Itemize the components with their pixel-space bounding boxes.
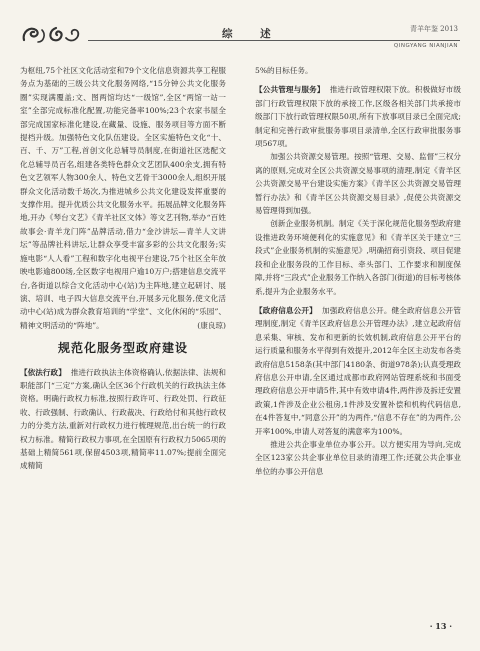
paragraph: 加强公共资源交易管理。按照“管理、交易、监督”三权分离的原则,完成对全区公共资源交易事项的清理,制定《青羊区公共资源交易平台建设实施方案》《青羊区公共资源交易管理暂行办法》和《青羊区公共资源交易目录》,促使公共资源交易管理得到加强。	[255, 152, 461, 216]
page-number: · 13 ·	[429, 621, 452, 631]
topic-tag: 【公共管理与服务】	[255, 85, 325, 95]
paragraph: 创新企业服务机制。制定《关于深化规范化服务型政府建设推进政务环境便利化的实施意见》和《青羊区关于建立“三段式”企业服务机制的实施意见》,明确招商引资段、项目促建段和企业服务段的工作目标、牵头部门、工作要求和制度保障,并将“三段式”企业服务工作纳入各部门(街道)的目标考核体系,提升为企业服务水平。	[255, 219, 461, 296]
yearbook-name: 青羊年鉴 2013	[409, 25, 458, 33]
page-header	[0, 0, 480, 52]
paragraph: 推进公共企事业单位办事公开。以方便实用为导向,完成全区123家公共企事业单位目录的清理工作;还就公共企事业单位的办事公开信息	[255, 439, 461, 476]
decorative-swirl-logo-icon	[20, 22, 86, 46]
yearbook-pinyin: QINGYANG NIANJIAN	[393, 43, 458, 49]
paragraph: 【政府信息公开】 加强政府信息公开。健全政府信息公开管理制度,制定《青羊区政府信息公开管理办法》,建立起政府信息采集、审核、发布和更新的长效机制,政府信息公开平台的运行质量和服务水平得到有效提升,2012年全区主动发布各类政府信息5158条(其中部门4180条、街道978条);认真受理政府信息公开申请,全区通过成都市政府网站管理系统和书面受理政府信息公开申请5件,其中有效申请4件,两件涉及拆迁安置政策,1件涉及企业公租房,1件涉及安置补偿和机构代码信息,在4件答复中,“同意公开”的为两件,“信息不存在”的为两件,公开率100%,申请人对答复的满意率为100%。	[255, 305, 462, 436]
topic-tag: 【政府信息公开】	[255, 305, 317, 315]
right-column	[255, 64, 461, 478]
topic-tag: 【依法行政】	[20, 367, 66, 377]
section-title: 规范化服务型政府建设	[57, 341, 188, 356]
paragraph: 为枢纽,75个社区文化活动室和79个文化信息资源共享工程服务点为基础的三级公共文化服务网络,“15分钟公共文化服务圈”实现满覆盖;文、图两馆均达“一级馆”,全区“两馆一站一室”全部完成标准化配置,功能完备率100%;23个农家书屋全部完成国家标准化建设,在藏量、设施、服务项目等方面不断提档升级。加强特色文化队伍建设。全区实施特色文化“十、百、千、万”工程,首创文化总辅导员制度,在街道社区选配文化总辅导员百名,组建各类特色群众文艺团队400余支,拥有特色文艺领军人物300余人、特色文艺骨干3000余人,组织开展群众文化活动数千场次,为推进城乡公共文化建设发挥重要的支撑作用。提升优质公共文化服务水平。拓展品牌文化服务阵地,开办《琴台文艺》《青羊社区文体》等文艺刊物,举办“百姓故事会·青羊龙门阵”品牌活动,借力“金沙讲坛—青羊人文讲坛”等品牌社科讲坛,让群众享受丰富多彩的公共文化服务;实施电影“人人看”工程和数字化电视平台建设,75个社区全年放映电影逾800场,全区数字电视用户逾10万户;搭建信息交流平台,各街道以综合文化活动中心(站)为主阵地,建立起研讨、展演、培训、电子四大信息交流平台,开展多元化服务,使文化活动中心(站)成为群众教育培训的“学堂”、文化休闲的“乐园”、精神文明活动的“阵地”。 (康良琼)	[20, 64, 226, 332]
left-column	[20, 64, 226, 473]
section-header-title: 综 述	[222, 28, 283, 40]
paragraph: 【公共管理与服务】 推进行政管理权限下放。积极做好市级部门行政管理权限下放的承接工作,区级各相关部门共承接市级部门下放行政管理权限50项,所有下放事项目录已全面完成;制定和完善行政审批服务事项目录清单,全区行政审批服务事项567项。	[255, 85, 462, 149]
paragraph: 5%的目标任务。	[255, 66, 313, 75]
paragraph: 【依法行政】 推进行政执法主体资格确认,依据法律、法规和职能部门“三定”方案,确认全区36个行政机关的行政执法主体资格。明确行政权力标准,按照行政许可、行政处罚、行政征收、行政强制、行政确认、行政裁决、行政给付和其他行政权力的分类方法,重新对行政权力进行梳理规范,出台统一的行政权力标准。精简行政权力事项,在全国原有行政权力5065项的基础上精简561项,保留4503项,精简率11.07%;提前全面完成精简	[20, 367, 226, 471]
author-credit: (康良琼)	[197, 320, 226, 330]
